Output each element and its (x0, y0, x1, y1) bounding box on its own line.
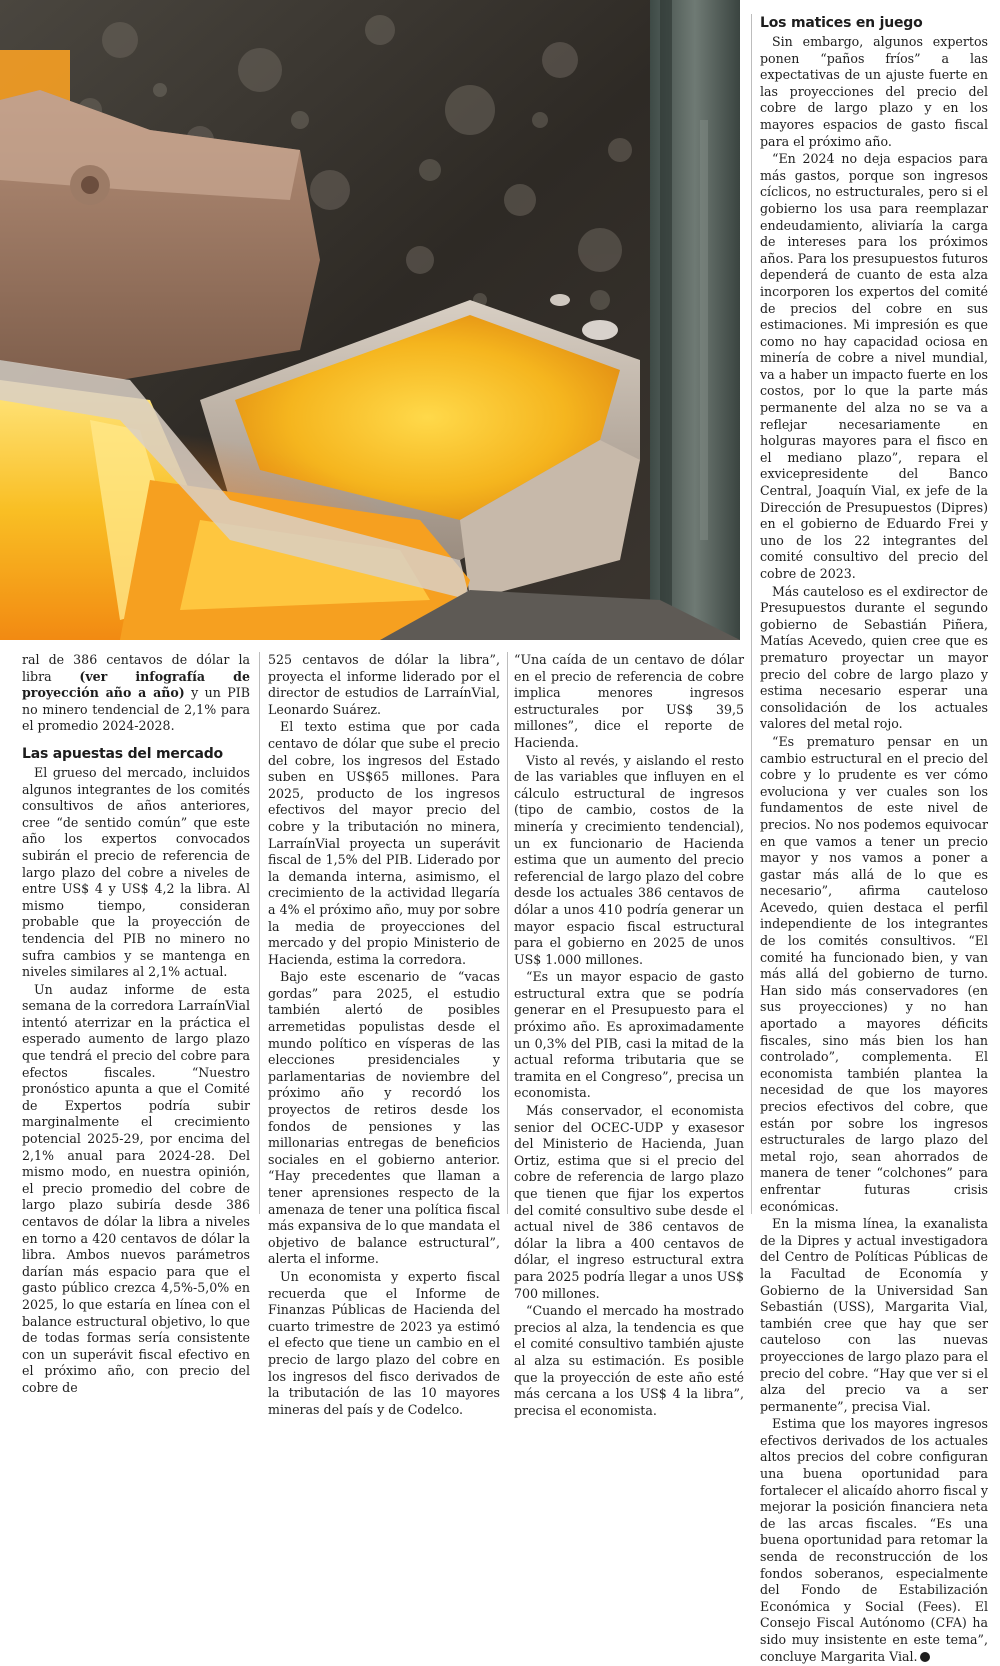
paragraph: “Es un mayor espacio de gasto estructural extra que se podría generar en el Presupuesto para el próximo año. Es aproximadamente un 0,3% del PIB, casi la mitad de la actual reforma tributaria que se tramita en el Congreso”, precisa un economista. (514, 969, 744, 1101)
paragraph: Más cauteloso es el exdirector de Presupuestos durante el segundo gobierno de Sebastián Piñera, Matías Acevedo, quien cree que es prematuro proyectar un mayor precio del cobre de largo plazo y estima necesario esperar una consolidación de los actuales valores del metal rojo. (760, 583, 988, 732)
paragraph: El texto estima que por cada centavo de dólar que sube el precio del cobre, los ingresos del Estado suben en US$65 millones. Para 2025, producto de los ingresos efectivos del mayor precio del cobre y la tributación no minera, LarraínVial proyecta un superávit fiscal de 1,5% del PIB. Liderado por la demanda interna, asimismo, el crecimiento de la actividad llegaría a 4% el próximo año, muy por sobre la media de proyecciones del mercado y del propio Ministerio de Hacienda, estima la corredora. (268, 719, 500, 967)
copper-foundry-photo (0, 0, 740, 640)
paragraph: “En 2024 no deja espacios para más gastos, porque son ingresos cíclicos, no estructurales, pero si el gobierno los usa para reemplazar endeudamiento, aliviaría la carga de intereses para los próximos años. Para los presupuestos futuros dependerá de cuanto de esta alza incorporen los expertos del comité de precios del cobre en sus estimaciones. Mi impresión es que como no hay capacidad ociosa en minería de cobre a nivel mundial, va a haber un impacto fuerte en los costos, por lo que la parte más permanente del alza no se va a reflejar necesariamente en holguras mayores para el fisco en el mediano plazo”, repara el exvicepresidente del Banco Central, Joaquín Vial, ex jefe de la Dirección de Presupuestos (Dipres) en el gobierno de Eduardo Frei y uno de los 22 integrantes del comité consultivo del precio del cobre de 2023. (760, 151, 989, 581)
paragraph: Un audaz informe de esta semana de la corredora LarraínVial intentó aterrizar en la práctica el esperado aumento de largo plazo que tendrá el precio del cobre para efectos fiscales. “Nuestro pronóstico apunta a que el Comité de Expertos podría subir marginalmente el crecimiento potencial 2025-29, por encima del 2,1% anual para 2024-28. Del mismo modo, en nuestra opinión, el precio promedio del cobre de largo plazo subiría desde 386 centavos de dólar la libra a niveles en torno a 420 centavos de dólar la libra. Ambos nuevos parámetros darían más espacio para que el gasto público crezca 4,5%-5,0% en 2025, lo que estaría en línea con el balance estructural objetivo, lo que de todas formas sería consistente con un superávit fiscal efectivo en el próximo año, con precio del cobre de (22, 981, 250, 1395)
paragraph: Un economista y experto fiscal recuerda que el Informe de Finanzas Públicas de Hacienda del cuarto trimestre de 2023 ya estimó el efecto que tiene un cambio en el precio de largo plazo del cobre en los ingresos del fisco derivados de la tributación de las 10 mayores mineras del país y de Codelco. (268, 1268, 500, 1417)
column-rule-1 (259, 652, 260, 1214)
paragraph: Más conservador, el economista senior del OCEC-UDP y exasesor del Ministerio de Hacienda, Juan Ortiz, estima que si el precio del cobre de referencia de largo plazo que tienen que fijar los expertos del comité consultivo sube desde el actual nivel de 386 centavos de dólar la libra a 400 centavos de dólar, el ingreso estructural extra para 2025 podría llegar a unos US$ 700 millones. (514, 1103, 744, 1301)
infographic-reference: (ver infografía de proyección año a año) (22, 668, 250, 701)
paragraph: Visto al revés, y aislando el resto de las variables que influyen en el cálculo estructural de ingresos (tipo de cambio, costos de la minería y crecimiento tendencial), un ex funcionario de Hacienda estima que un aumento del precio referencial de largo plazo del cobre desde los actuales 386 centavos de dólar a unos 410 podría generar un mayor espacio fiscal estructural para el gobierno en 2025 de unos US$ 1.000 millones. (514, 752, 744, 967)
paragraph: Sin embargo, algunos expertos ponen “paños fríos” a las expectativas de un ajuste fuerte en las proyecciones del precio del cobre de largo plazo y en los mayores espacios de gasto fiscal para el próximo año. (760, 34, 988, 149)
paragraph: 525 centavos de dólar la libra”, proyecta el informe liderado por el director de estudios de LarraínVial, Leonardo Suárez. (268, 652, 500, 717)
article-column-4 (760, 14, 988, 1666)
paragraph-text: y un PIB no minero tendencial de 2,1% para el promedio 2024-2028. (22, 685, 250, 734)
article-column-2 (268, 652, 500, 1419)
paragraph: “Es prematuro pensar en un cambio estructural en el precio del cobre y lo prudente es ver cómo evoluciona y ver cuales son los fundamentos de este nivel de precios. No nos podemos equivocar en que vamos a tener un precio mayor y nos vamos a poner a gastar más allá de lo que es necesario”, afirma cauteloso Acevedo, quien destaca el perfil independiente de los integrantes de los comités consultivos. “El comité ha funcionado bien, y van más allá del gobierno de turno. Han sido más conservadores (en sus proyecciones) y no han aportado a mayores déficits fiscales, sino más bien los han controlado”, complementa. El economista también plantea la necesidad de que los mayores precios efectivos del cobre, que están por sobre los ingresos estructurales de largo plazo del metal rojo, sean ahorrados de manera de tener “colchones” para enfrentar futuras crisis económicas. (760, 733, 988, 1214)
section-heading-apuestas: Las apuestas del mercado (22, 745, 223, 762)
paragraph (22, 652, 250, 735)
paragraph-text: ral de 386 centavos de dólar la libra (22, 652, 250, 684)
end-of-article-icon: P (920, 1652, 930, 1662)
photo-illustration (0, 0, 740, 640)
paragraph: Bajo este escenario de “vacas gordas” para 2025, el estudio también alertó de posibles arremetidas populistas desde el mundo político en vísperas de las elecciones presidenciales y parlamentarias de noviembre del próximo año y recordó los proyectos de retiros desde los fondos de pensiones y las millonarias entregas de beneficios sociales en el gobierno anterior. “Hay precedentes que llaman a tener aprensiones respecto de la amenaza de tener una política fiscal más expansiva de lo que mandata el objetivo de balance estructural”, alerta el informe. (268, 969, 500, 1267)
article-column-1 (22, 652, 250, 1398)
column-rule-3 (751, 14, 752, 1214)
paragraph: “Una caída de un centavo de dólar en el precio de referencia de cobre implica menores ingresos estructurales por US$ 39,5 millones”, dice el reporte de Hacienda. (514, 652, 744, 750)
paragraph: En la misma línea, la exanalista de la Dipres y actual investigadora del Centro de Políticas Públicas de la Facultad de Economía y Gobierno de la Universidad San Sebastián (USS), Margarita Vial, también cree que hay que ser cauteloso con las nuevas proyecciones de largo plazo para el precio del cobre. “Hay que ver si el alza del precio va a ser permanente”, precisa Vial. (760, 1216, 988, 1414)
paragraph (760, 1416, 988, 1665)
paragraph: El grueso del mercado, incluidos algunos integrantes de los comités consultivos de años anteriores, cree “de sentido común” que este año los expertos convocados subirán el precio de referencia de largo plazo del cobre a niveles de entre US$ 4 y US$ 4,2 la libra. Al mismo tiempo, consideran probable que la proyección de tendencia del PIB no minero no sufra cambios y se mantenga en niveles similares al 2,1% actual. (22, 764, 250, 980)
paragraph-text: Estima que los mayores ingresos efectivos derivados de los actuales altos precios del cobre configuran una buena oportunidad para fortalecer el alicaído ahorro fiscal y mejorar la posición financiera neta de las arcas fiscales. “Es una buena oportunidad para retomar la senda de reconstrucción de los fondos soberanos, especialmente del Fondo de Estabilización Económica y Social (Fees). El Consejo Fiscal Autónomo (CFA) ha sido muy insistente en este tema”, concluye Margarita Vial. (760, 1416, 988, 1664)
article-column-3 (514, 652, 744, 1420)
paragraph: “Cuando el mercado ha mostrado precios al alza, la tendencia es que el comité consultivo también ajuste al alza su estimación. Es posible que la proyección de este año esté más cercana a los US$ 4 la libra”, precisa el economista. (514, 1303, 744, 1418)
column-rule-2 (507, 652, 508, 1214)
section-heading-matices: Los matices en juego (760, 15, 923, 31)
